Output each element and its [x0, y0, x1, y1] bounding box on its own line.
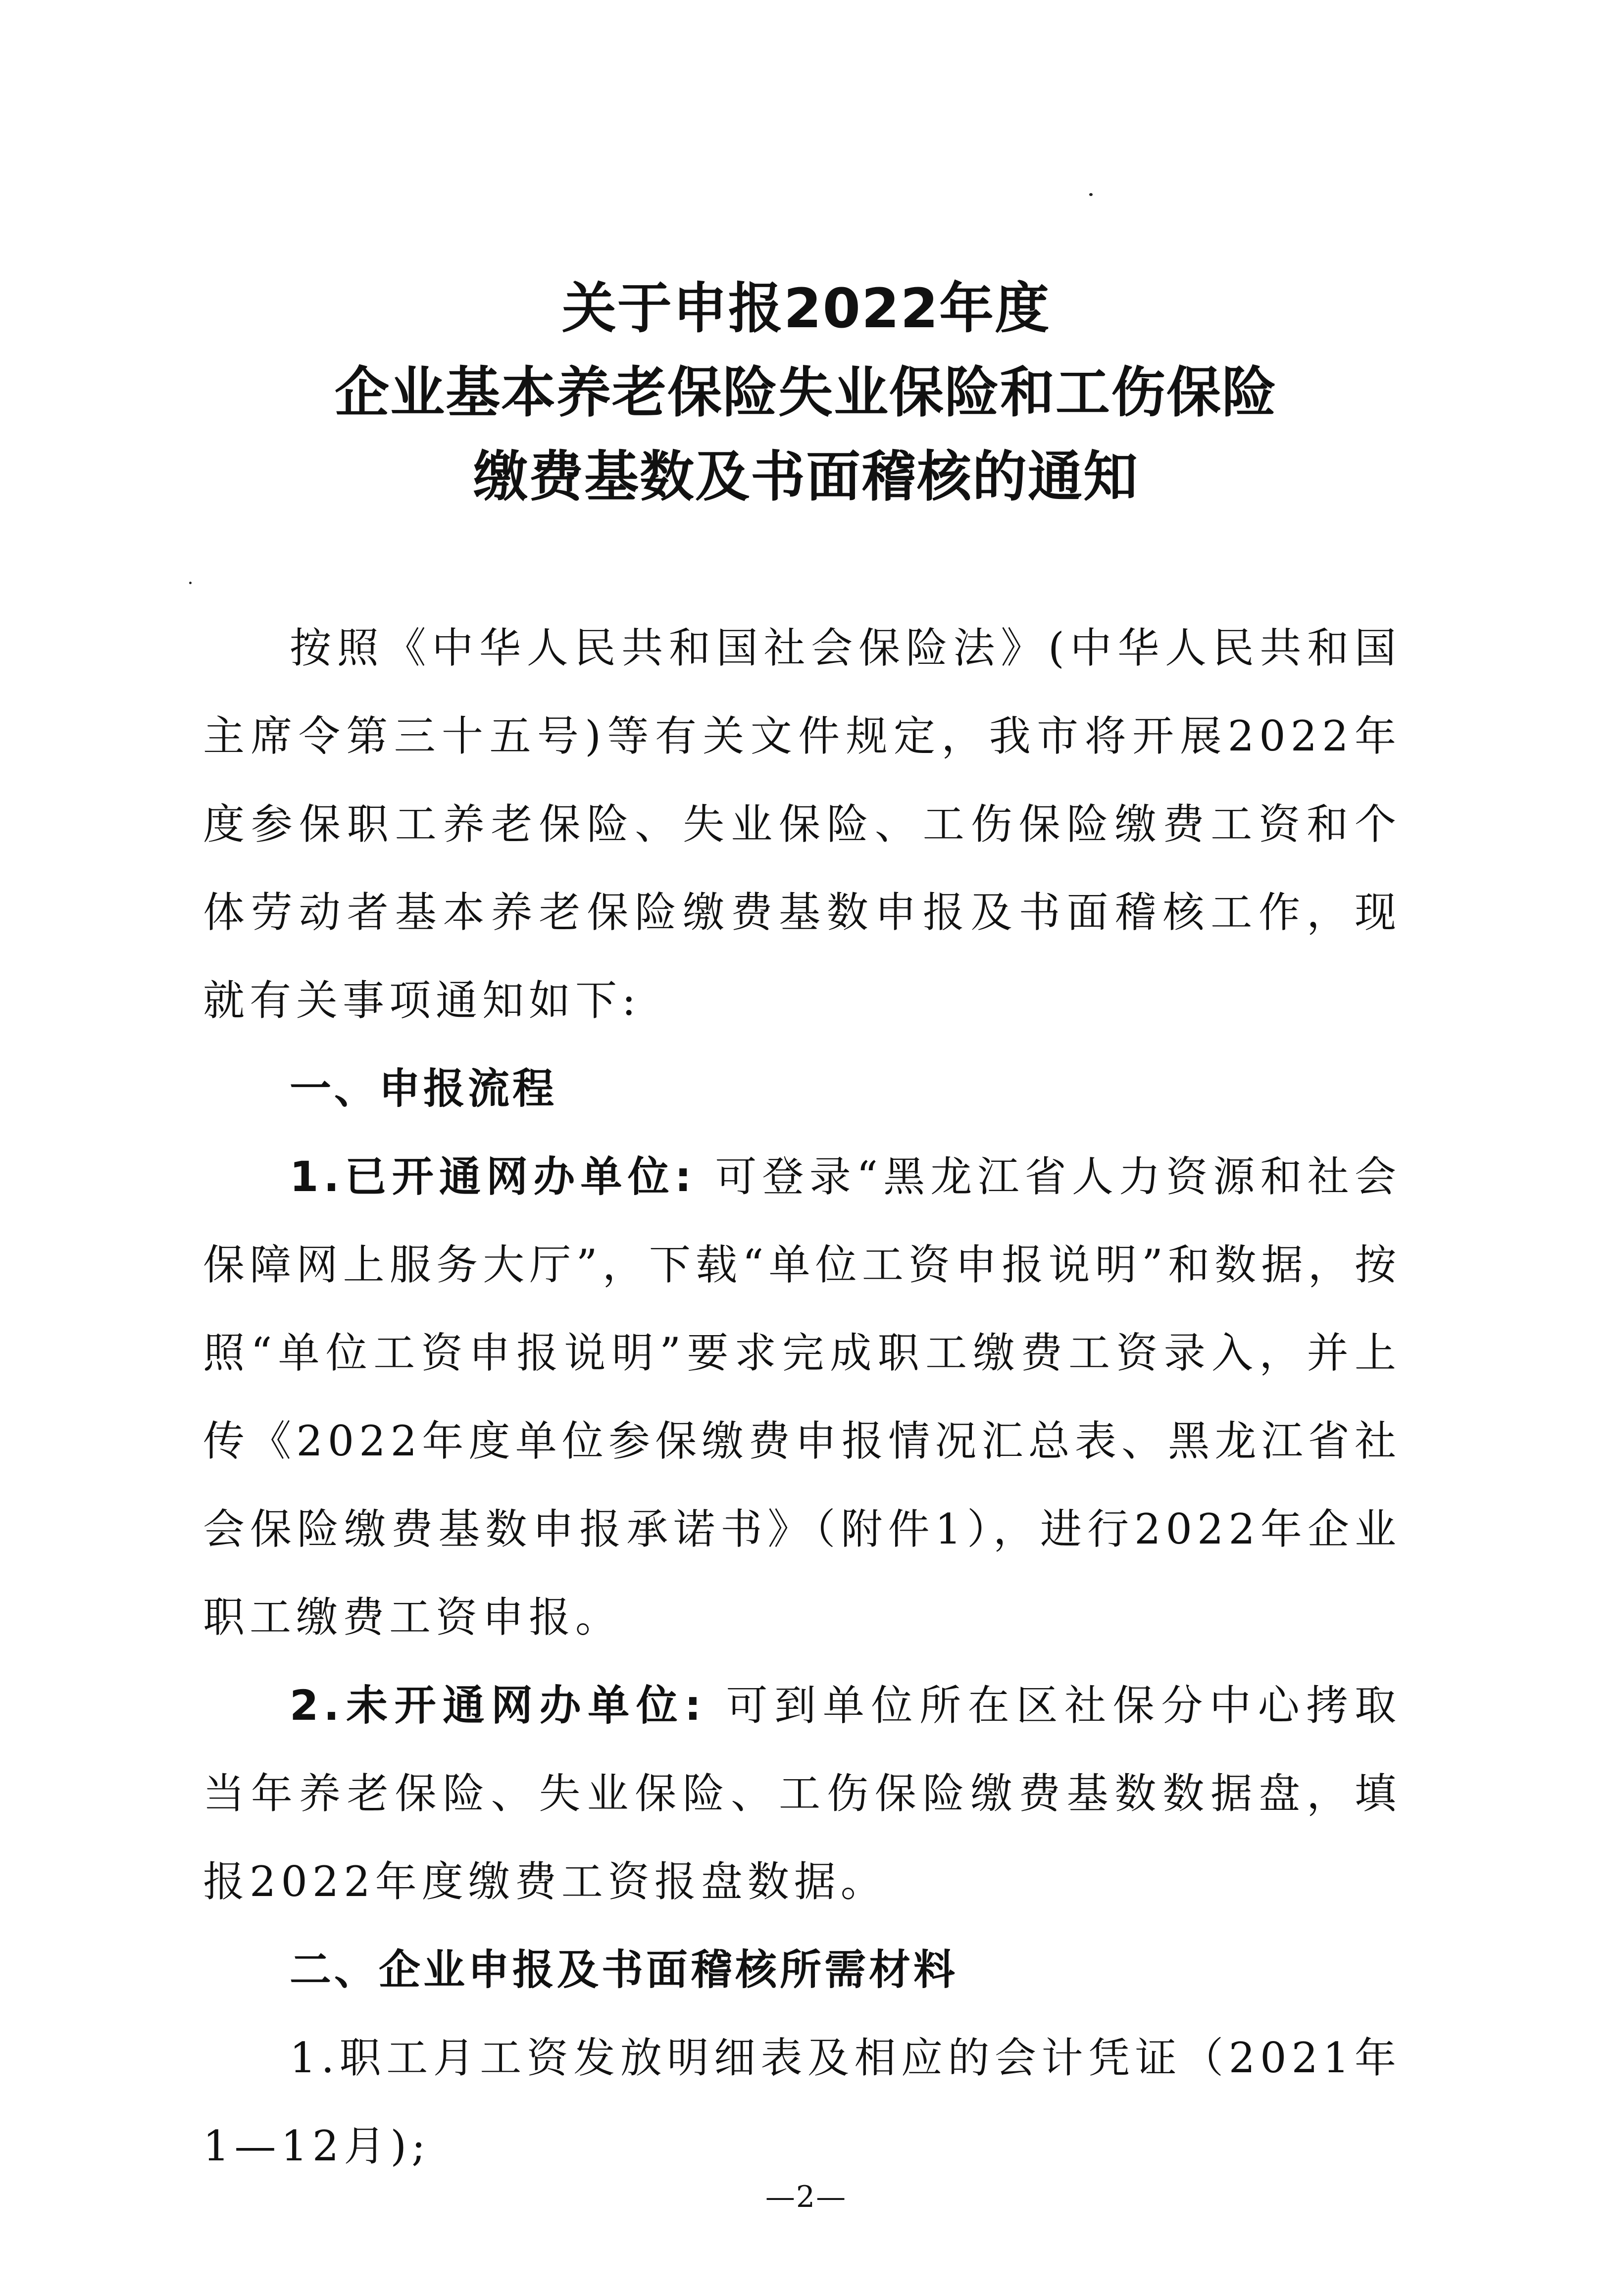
page-number: —2—	[765, 2180, 847, 2214]
section-1-item-1	[203, 1133, 1401, 1661]
intro-paragraph: 按照《中华人民共和国社会保险法》(中华人民共和国主席令第三十五号)等有关文件规定，我市将开展2022年度参保职工养老保险、失业保险、工伤保险缴费工资和个体劳动者基本养老保险缴费基数申报及书面稽核工作，现就有关事项通知如下:	[203, 624, 1401, 1025]
item-1-text: 可登录“黑龙江省人力资源和社会保障网上服务大厅”，下载“单位工资申报说明”和数据，按照“单位工资申报说明”要求完成职工缴费工资录入，并上传《2022年度单位参保缴费申报情况汇总表、黑龙江省社会保险缴费基数申报承诺书》（附件1），进行2022年企业职工缴费工资申报。	[203, 1152, 1401, 1642]
title-line-3: 缴费基数及书面稽核的通知	[473, 445, 1139, 508]
section-2-item-1: 1.职工月工资发放明细表及相应的会计凭证（2021年1—12月);	[203, 2034, 1401, 2170]
item-1-lead: 1.已开通网办单位:	[290, 1152, 697, 1201]
scan-speck	[189, 582, 192, 584]
document-body	[203, 604, 1401, 2190]
section-2-heading: 二、企业申报及书面稽核所需材料	[290, 1946, 958, 1994]
title-line-1: 关于申报2022年度	[561, 277, 1051, 340]
item-2-lead: 2.未开通网办单位:	[290, 1681, 706, 1730]
section-1-heading: 一、申报流程	[290, 1064, 557, 1113]
section-1-item-2	[203, 1661, 1401, 1926]
title-line-2: 企业基本养老保险失业保险和工伤保险	[335, 361, 1277, 424]
item-2-text: 可到单位所在区社保分中心拷取当年养老保险、失业保险、工伤保险缴费基数数据盘，填报2022年度缴费工资报盘数据。	[203, 1681, 1402, 1906]
scan-speck	[1089, 193, 1093, 196]
